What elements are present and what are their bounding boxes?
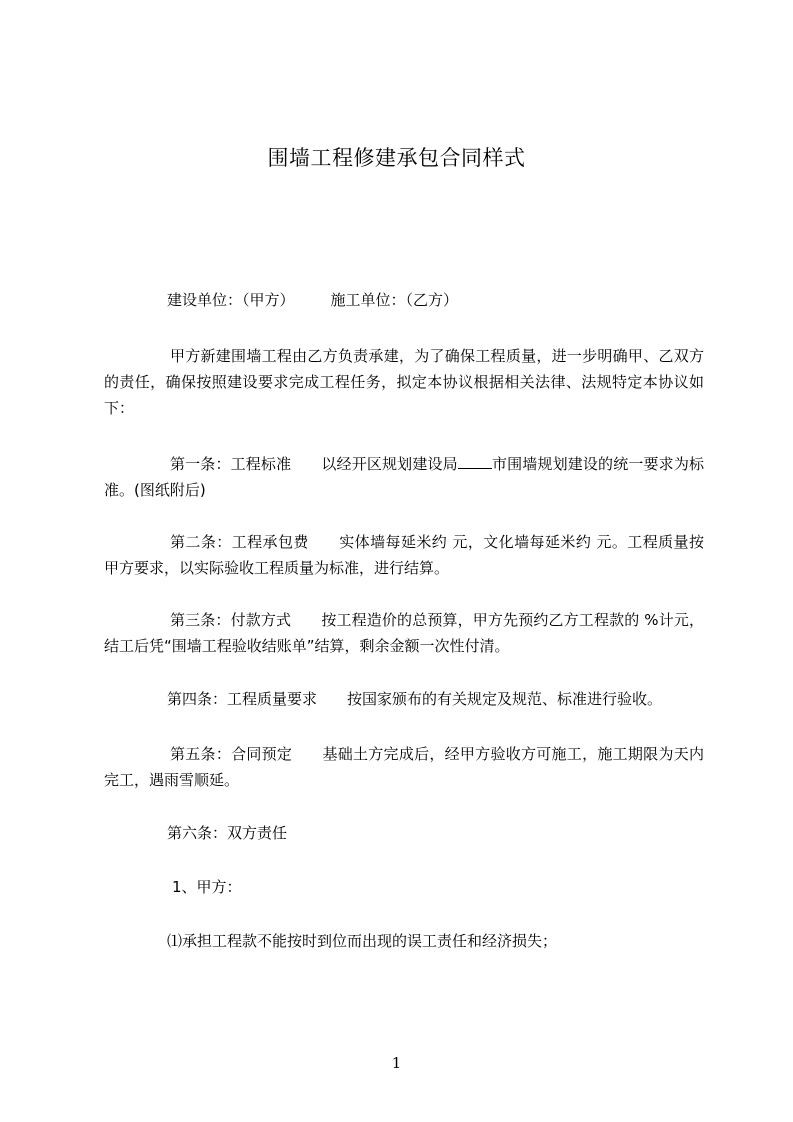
article-4-heading: 第四条：工程质量要求	[167, 690, 318, 708]
article-5-heading: 第五条：合同预定	[170, 745, 293, 763]
article-5	[104, 741, 704, 793]
blank-underline	[458, 454, 492, 469]
article-6-heading: 第六条：双方责任	[167, 824, 288, 842]
article-3-text: 按工程造价的总预算，甲方先预约乙方工程款的 %计元，结工后凭“围墙工程验收结账单”结算，剩余金额一次性付清。	[104, 611, 704, 655]
article-2	[104, 529, 704, 581]
builder-label: 建设单位：（甲方）	[167, 291, 295, 309]
document-title: 围墙工程修建承包合同样式	[267, 146, 526, 170]
article-1-text-before: 以经开区规划建设局	[321, 455, 458, 473]
preamble-paragraph: 甲方新建围墙工程由乙方负责承建，为了确保工程质量，进一步明确甲、乙双方的责任，确保按照建设要求完成工程任务，拟定本协议根据相关法律、法规特定本协议如下：	[104, 347, 704, 417]
article-2-text: 实体墙每延米约 元，文化墙每延米约 元。工程质量按甲方要求，以实际验收工程质量为标准，进行结算。	[104, 533, 704, 577]
party-a-subheading: 1、甲方：	[172, 878, 242, 896]
article-1	[104, 451, 704, 503]
article-1-text-after: 市围墙规划建设的统一要求为标准。(图纸附后)	[104, 455, 704, 499]
parties-line	[167, 287, 458, 313]
contractor-label: 施工单位：（乙方）	[330, 291, 459, 309]
article-4	[167, 686, 662, 712]
article-1-heading: 第一条：工程标准	[170, 455, 292, 473]
clause-1: ⑴承担工程款不能按时到位而出现的误工责任和经济损失；	[167, 932, 558, 950]
article-3-heading: 第三条：付款方式	[170, 611, 292, 629]
article-5-text: 基础土方完成后，经甲方验收方可施工，施工期限为天内完工，遇雨雪顺延。	[104, 745, 704, 789]
page-number: 1	[391, 1054, 402, 1072]
article-2-heading: 第二条：工程承包费	[170, 533, 309, 551]
article-4-text: 按国家颁布的有关规定及规范、标准进行验收。	[347, 690, 663, 708]
article-3	[104, 607, 704, 659]
